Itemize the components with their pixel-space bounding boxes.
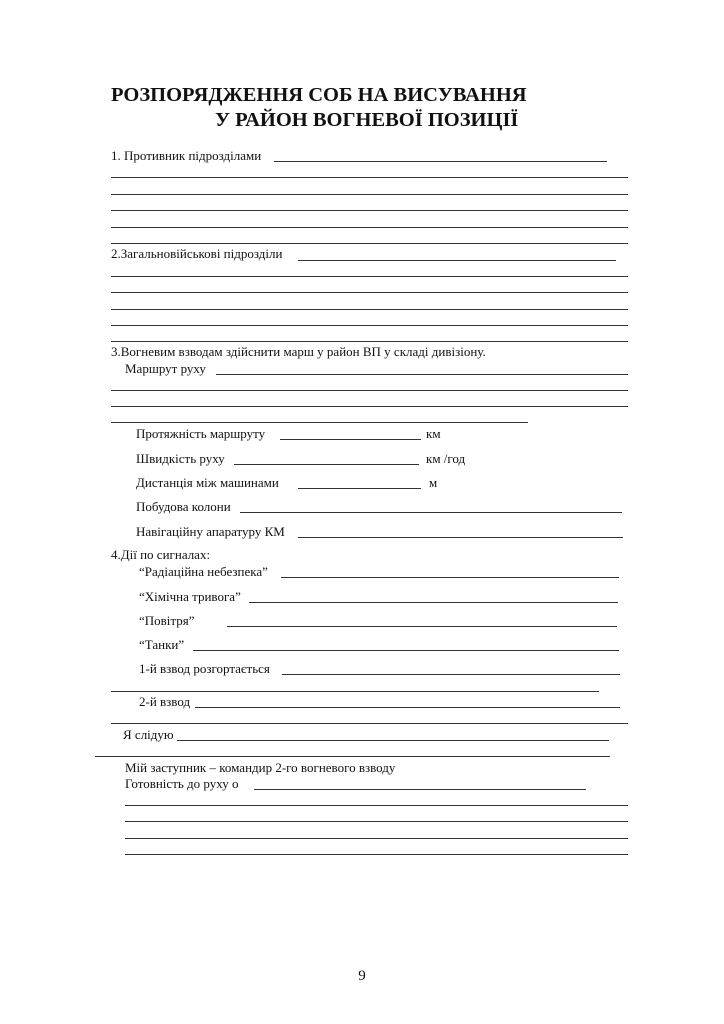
input-line[interactable]: [111, 390, 628, 391]
radiation-signal-input[interactable]: [281, 577, 619, 578]
follow-label: Я слідую: [123, 727, 174, 742]
deputy-label: Мій заступник – командир 2-го вогневого взводу: [125, 760, 396, 775]
page-number: 9: [358, 968, 366, 984]
route-length-label: Протяжність маршруту: [136, 426, 266, 441]
speed-unit: км /год: [426, 451, 466, 466]
route-length-unit: км: [426, 426, 441, 441]
input-line[interactable]: [298, 260, 616, 261]
chemical-signal-input[interactable]: [249, 602, 618, 603]
platoon2-label: 2-й взвод: [139, 694, 191, 709]
input-line[interactable]: [125, 821, 628, 822]
input-line[interactable]: [111, 309, 628, 310]
platoon1-label: 1-й взвод розгортається: [139, 661, 270, 676]
input-line[interactable]: [216, 374, 628, 375]
tanks-signal-label: “Танки”: [139, 637, 185, 652]
input-line[interactable]: [125, 838, 628, 839]
input-line[interactable]: [274, 161, 607, 162]
input-line[interactable]: [111, 210, 628, 211]
distance-label: Дистанція між машинами: [136, 475, 279, 490]
section-3-label: 3.Вогневим взводам здійснити марш у район ВП у складі дивізіону.: [111, 344, 486, 359]
column-input[interactable]: [240, 512, 622, 513]
tanks-signal-input[interactable]: [193, 650, 619, 651]
navigation-input[interactable]: [298, 537, 623, 538]
input-line[interactable]: [111, 422, 528, 423]
air-signal-input[interactable]: [227, 626, 617, 627]
input-line[interactable]: [95, 756, 610, 757]
document-title-line2: У РАЙОН ВОГНЕВОЇ ПОЗИЦІЇ: [215, 109, 519, 131]
document-title-line1: РОЗПОРЯДЖЕННЯ СОБ НА ВИСУВАННЯ: [111, 84, 527, 106]
distance-unit: м: [429, 475, 438, 490]
input-line[interactable]: [111, 691, 599, 692]
input-line[interactable]: [111, 406, 628, 407]
input-line[interactable]: [111, 341, 628, 342]
speed-label: Швидкість руху: [136, 451, 225, 466]
platoon2-input[interactable]: [195, 707, 620, 708]
input-line[interactable]: [111, 177, 628, 178]
section-1-label: 1. Противник підрозділами: [111, 148, 262, 163]
input-line[interactable]: [125, 854, 628, 855]
input-line[interactable]: [111, 723, 628, 724]
input-line[interactable]: [111, 325, 628, 326]
input-line[interactable]: [111, 292, 628, 293]
ready-label: Готовність до руху о: [125, 776, 239, 791]
column-label: Побудова колони: [136, 499, 231, 514]
section-4-label: 4.Дії по сигналах:: [111, 547, 211, 562]
route-length-input[interactable]: [280, 439, 421, 440]
speed-input[interactable]: [234, 464, 419, 465]
follow-input[interactable]: [177, 740, 609, 741]
navigation-label: Навігаційну апаратуру КМ: [136, 524, 285, 539]
distance-input[interactable]: [298, 488, 421, 489]
radiation-signal-label: “Радіаційна небезпека”: [139, 564, 268, 579]
route-label: Маршрут руху: [125, 361, 206, 376]
ready-input[interactable]: [254, 789, 586, 790]
platoon1-input[interactable]: [282, 674, 620, 675]
input-line[interactable]: [111, 194, 628, 195]
input-line[interactable]: [125, 805, 628, 806]
input-line[interactable]: [111, 276, 628, 277]
input-line[interactable]: [111, 227, 628, 228]
chemical-signal-label: “Хімічна тривога”: [139, 589, 241, 604]
section-2-label: 2.Загальновійськові підрозділи: [111, 246, 283, 261]
input-line[interactable]: [111, 243, 628, 244]
air-signal-label: “Повітря”: [139, 613, 195, 628]
